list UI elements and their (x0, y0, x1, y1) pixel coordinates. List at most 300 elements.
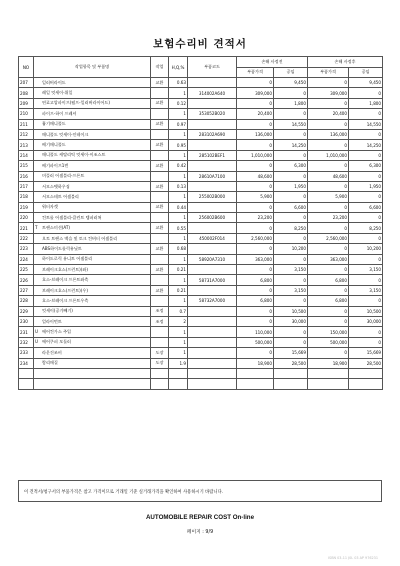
row-work-type (151, 327, 169, 337)
row-category-prefix: U (35, 329, 38, 335)
row-work-type (151, 275, 169, 285)
row-labor-before: 0 (274, 233, 308, 243)
empty-cell (34, 368, 151, 378)
row-no: 223 (19, 244, 34, 254)
row-item-name (34, 140, 151, 150)
row-part-code (188, 327, 237, 337)
row-part-code: 283102A690 (188, 129, 237, 139)
row-part-price-after: 6,800 (308, 296, 349, 306)
row-work-type (151, 192, 169, 202)
empty-cell (188, 379, 237, 389)
row-hq: 1 (169, 275, 188, 285)
header-before-assessment: 손해 사정전 (237, 57, 308, 68)
row-no: 231 (19, 327, 34, 337)
row-item-name (34, 181, 151, 191)
header-part-price-before: 부품가격 (237, 67, 274, 78)
table-row (19, 150, 383, 160)
row-labor-after: 0 (349, 192, 383, 202)
row-part-price-after: 0 (308, 265, 349, 275)
row-work-type (151, 129, 169, 139)
row-hq: 1 (169, 348, 188, 358)
table-row (19, 275, 383, 285)
row-item-label: 컨트롤 어셈블리-클린트 템퍼러쳐 (42, 214, 102, 220)
row-no: 227 (19, 285, 34, 295)
row-part-price-before: 0 (237, 161, 274, 171)
empty-cell (274, 368, 308, 378)
row-part-price-before: 0 (237, 244, 274, 254)
row-work-type: 교환 (151, 119, 169, 129)
row-part-price-after: 0 (308, 223, 349, 233)
row-part-price-before: 0 (237, 119, 274, 129)
row-no: 216 (19, 171, 34, 181)
row-no: 221 (19, 223, 34, 233)
row-work-type (151, 337, 169, 347)
row-item-label: 라운건조비 (42, 349, 62, 355)
row-part-price-before: 110,000 (237, 327, 274, 337)
footer-title: AUTOMOBILE REPAIR COST On-line (145, 514, 255, 521)
empty-cell (188, 368, 237, 378)
row-item-name (34, 161, 151, 171)
row-work-type (151, 296, 169, 306)
row-part-price-after: 48,600 (308, 171, 349, 181)
row-part-price-after: 0 (308, 202, 349, 212)
row-item-label: 서모스탯하우징 (42, 183, 70, 189)
row-part-code (188, 285, 237, 295)
row-item-name (34, 109, 151, 119)
row-no: 234 (19, 358, 34, 368)
row-labor-before: 0 (274, 109, 308, 119)
row-labor-after: 0 (349, 129, 383, 139)
table-row (19, 140, 383, 150)
table-row (19, 98, 383, 108)
row-hq: 1 (169, 129, 188, 139)
row-no: 228 (19, 296, 34, 306)
row-labor-after: 0 (349, 254, 383, 264)
row-no: 222 (19, 233, 34, 243)
row-part-code (188, 316, 237, 326)
row-part-code: 58920A7310 (188, 254, 237, 264)
row-item-label: 에어쿠퍼 모듈러 (42, 339, 71, 345)
row-hq: 0.63 (169, 78, 188, 88)
row-part-price-before: 0 (237, 78, 274, 88)
row-labor-after: 1,950 (349, 181, 383, 191)
row-labor-before: 3,150 (274, 285, 308, 295)
table-row (19, 109, 383, 119)
table-row (19, 265, 383, 275)
row-item-name (34, 202, 151, 212)
row-item-name (34, 150, 151, 160)
disclaimer-note: 이 견적서/청구서의 부품가격은 참고 가격이므로 거래일 기준 실거래가격을 확인하여 사용하시기 바랍니다. (18, 480, 382, 502)
row-labor-before: 10,500 (274, 306, 308, 316)
row-part-price-before: 136,000 (237, 129, 274, 139)
row-item-name (34, 223, 151, 233)
row-labor-before: 1,800 (274, 98, 308, 108)
row-no: 207 (19, 78, 34, 88)
row-part-price-before: 6,800 (237, 296, 274, 306)
row-item-label: 매니폴드 캐탈리틱 엇세이-이조스트 (42, 152, 106, 158)
row-item-label: 연료고압파이프(펌프-일러버라이어드) (42, 100, 110, 106)
row-labor-after: 0 (349, 171, 383, 181)
row-labor-after: 15,669 (349, 348, 383, 358)
header-hq: H,Q,% (169, 57, 188, 78)
empty-cell (19, 379, 34, 389)
table-row (19, 233, 383, 243)
row-work-type: 교환 (151, 181, 169, 191)
table-row (19, 348, 383, 358)
header-part-price-after: 부품가격 (308, 67, 349, 78)
row-labor-after: 0 (349, 296, 383, 306)
row-item-label: 하이드로릭 유니트 어셈블리 (42, 256, 93, 262)
row-part-price-before: 5,900 (237, 192, 274, 202)
row-part-code (188, 223, 237, 233)
row-no: 209 (19, 98, 34, 108)
table-row (19, 244, 383, 254)
row-item-label: 매니폴드 엇세이-인테이크 (42, 131, 89, 137)
row-part-price-after: 0 (308, 181, 349, 191)
row-part-price-after: 18,900 (308, 358, 349, 368)
row-no: 218 (19, 192, 34, 202)
row-work-type (151, 233, 169, 243)
row-item-label: 브레이크호스(프런트)(좌) (42, 266, 88, 272)
row-part-code (188, 140, 237, 150)
row-labor-after: 1,800 (349, 98, 383, 108)
row-labor-after: 14,250 (349, 140, 383, 150)
row-item-name (34, 88, 151, 98)
row-category-prefix: U (35, 339, 38, 345)
row-part-price-after: 0 (308, 119, 349, 129)
row-item-name (34, 265, 151, 275)
row-labor-before: 8,250 (274, 223, 308, 233)
table-row (19, 119, 383, 129)
header-labor-after: 공임 (349, 67, 383, 78)
row-item-label: 호스-브레이크 프론트좌측 (42, 277, 89, 283)
row-labor-before: 0 (274, 337, 308, 347)
row-part-code (188, 358, 237, 368)
row-part-price-after: 6,800 (308, 275, 349, 285)
row-part-price-before: 0 (237, 316, 274, 326)
row-item-name (34, 254, 151, 264)
row-part-price-before: 0 (237, 98, 274, 108)
row-work-type: 교환 (151, 202, 169, 212)
row-item-label: 레일 엇세이-위일 (42, 90, 73, 96)
row-work-type (151, 254, 169, 264)
row-item-name (34, 285, 151, 295)
row-labor-after: 0 (349, 327, 383, 337)
table-body (19, 78, 383, 390)
row-labor-before: 0 (274, 88, 308, 98)
row-part-price-before: 6,800 (237, 275, 274, 285)
row-part-price-after: 0 (308, 140, 349, 150)
empty-cell (308, 379, 349, 389)
row-no: 213 (19, 140, 34, 150)
row-labor-after: 10,500 (349, 306, 383, 316)
row-item-label: 브레이크호스(프런트)(우) (42, 287, 88, 293)
row-item-name (34, 171, 151, 181)
empty-cell (169, 379, 188, 389)
row-part-price-before: 0 (237, 306, 274, 316)
row-labor-after: 8,250 (349, 223, 383, 233)
empty-cell (237, 379, 274, 389)
row-labor-before: 6,300 (274, 161, 308, 171)
row-part-code: 256002B600 (188, 213, 237, 223)
table-row (19, 192, 383, 202)
table-row (19, 285, 383, 295)
table-row (19, 88, 383, 98)
row-work-type (151, 150, 169, 160)
row-part-price-before: 0 (237, 202, 274, 212)
row-labor-before: 0 (274, 275, 308, 285)
row-no: 219 (19, 202, 34, 212)
row-hq: 0.97 (169, 119, 188, 129)
row-hq: 1 (169, 88, 188, 98)
table-row (19, 337, 383, 347)
row-hq: 1 (169, 337, 188, 347)
row-no: 217 (19, 181, 34, 191)
row-labor-before: 6,600 (274, 202, 308, 212)
row-hq: 1 (169, 296, 188, 306)
row-labor-before: 3,150 (274, 265, 308, 275)
row-item-label: ABS하이드롤릭유닛트 (42, 245, 82, 251)
row-no: 224 (19, 254, 34, 264)
row-work-type: 교환 (151, 98, 169, 108)
row-item-label: 머플러 어셈블리-프론트 (42, 173, 85, 179)
row-work-type: 교환 (151, 285, 169, 295)
row-labor-after: 3,150 (349, 265, 383, 275)
row-labor-before: 0 (274, 129, 308, 139)
row-labor-after: 10,200 (349, 244, 383, 254)
row-no: 208 (19, 88, 34, 98)
row-item-name (34, 78, 151, 88)
empty-row (19, 368, 383, 378)
row-labor-after: 0 (349, 233, 383, 243)
row-no: 229 (19, 306, 34, 316)
empty-cell (151, 379, 169, 389)
row-work-type: 교환 (151, 161, 169, 171)
row-part-code: 450002F014 (188, 233, 237, 243)
row-no: 225 (19, 265, 34, 275)
row-labor-before: 10,200 (274, 244, 308, 254)
row-no: 226 (19, 275, 34, 285)
row-no: 220 (19, 213, 34, 223)
table-row (19, 129, 383, 139)
row-labor-before: 0 (274, 192, 308, 202)
row-part-price-before: 1,010,000 (237, 150, 274, 160)
row-labor-after: 0 (349, 337, 383, 347)
table-row (19, 327, 383, 337)
row-item-name (34, 129, 151, 139)
row-part-price-after: 0 (308, 78, 349, 88)
row-part-code: 353052B020 (188, 109, 237, 119)
row-part-price-before: 18,900 (237, 358, 274, 368)
row-labor-before: 1,950 (274, 181, 308, 191)
row-hq: 1 (169, 150, 188, 160)
row-part-price-after: 23,200 (308, 213, 349, 223)
table-row (19, 171, 383, 181)
row-labor-before: 0 (274, 254, 308, 264)
row-item-name (34, 316, 151, 326)
header-after-assessment: 손해 사정후 (308, 57, 383, 68)
row-hq: 1 (169, 192, 188, 202)
row-no: 214 (19, 150, 34, 160)
table-row (19, 213, 383, 223)
empty-cell (308, 368, 349, 378)
row-labor-before: 30,000 (274, 316, 308, 326)
row-labor-after: 0 (349, 88, 383, 98)
row-labor-after: 9,450 (349, 78, 383, 88)
row-hq: 1 (169, 233, 188, 243)
row-part-code (188, 265, 237, 275)
row-work-type: 교환 (151, 78, 169, 88)
row-labor-after: 14,550 (349, 119, 383, 129)
row-no: 233 (19, 348, 34, 358)
row-labor-after: 3,150 (349, 285, 383, 295)
row-work-type: 교환 (151, 223, 169, 233)
row-part-price-after: 2,560,000 (308, 233, 349, 243)
empty-cell (349, 379, 383, 389)
row-part-price-after: 500,000 (308, 337, 349, 347)
empty-cell (169, 368, 188, 378)
empty-cell (19, 368, 34, 378)
row-work-type (151, 213, 169, 223)
empty-row (19, 379, 383, 389)
row-labor-after: 6,300 (349, 161, 383, 171)
row-hq: 0.42 (169, 161, 188, 171)
row-hq: 0.55 (169, 223, 188, 233)
row-labor-after: 0 (349, 275, 383, 285)
empty-cell (34, 379, 151, 389)
row-part-price-before: 2,560,000 (237, 233, 274, 243)
row-labor-after: 0 (349, 150, 383, 160)
row-part-price-before: 0 (237, 223, 274, 233)
row-item-name (34, 348, 151, 358)
row-part-price-after: 0 (308, 98, 349, 108)
row-hq: 2 (169, 316, 188, 326)
row-part-code (188, 337, 237, 347)
row-item-label: 오토 트랜스 액슬 및 토크 컨버터 어셈블리 (42, 235, 118, 241)
row-item-name (34, 306, 151, 316)
row-labor-before: 0 (274, 213, 308, 223)
table-header (19, 57, 383, 78)
row-hq: 0.12 (169, 98, 188, 108)
row-item-name (34, 192, 151, 202)
row-part-code (188, 244, 237, 254)
row-hq: 1 (169, 109, 188, 119)
table-row (19, 202, 383, 212)
row-item-name (34, 119, 151, 129)
row-item-label: 배기파이프1번 (42, 162, 69, 168)
empty-cell (274, 379, 308, 389)
table-row (19, 358, 383, 368)
row-part-code (188, 306, 237, 316)
row-part-price-before: 0 (237, 140, 274, 150)
row-part-price-before: 48,600 (237, 171, 274, 181)
row-part-code (188, 119, 237, 129)
row-hq: 1 (169, 171, 188, 181)
row-hq: 1 (169, 213, 188, 223)
row-part-price-after: 150,000 (308, 327, 349, 337)
row-labor-before: 28,500 (274, 358, 308, 368)
row-no: 230 (19, 316, 34, 326)
row-part-price-before: 0 (237, 285, 274, 295)
document-stamp: ISBN 03-11 J0L 03 AP 976231 (328, 556, 378, 560)
row-no: 232 (19, 337, 34, 347)
row-item-label: 흡기매니폴드 (42, 121, 66, 127)
row-part-code (188, 181, 237, 191)
row-hq: 1.9 (169, 358, 188, 368)
row-part-price-before: 309,000 (237, 88, 274, 98)
row-hq: 0.68 (169, 244, 188, 254)
row-work-type: 조정 (151, 306, 169, 316)
row-item-label: 람리매질 (42, 360, 58, 366)
row-item-name (34, 213, 151, 223)
row-hq: 0.21 (169, 265, 188, 275)
row-work-type: 조정 (151, 316, 169, 326)
row-part-code: 255002B000 (188, 192, 237, 202)
row-hq: 0.44 (169, 202, 188, 212)
row-work-type: 교환 (151, 140, 169, 150)
row-work-type: 교환 (151, 244, 169, 254)
row-work-type (151, 109, 169, 119)
row-hq: 0.21 (169, 285, 188, 295)
row-item-name (34, 358, 151, 368)
header-item: 작업항목 및 부품명 (34, 57, 151, 78)
table-row (19, 316, 383, 326)
row-part-price-before: 500,000 (237, 337, 274, 347)
row-category-prefix: T (35, 225, 38, 231)
row-work-type: 도장 (151, 348, 169, 358)
row-labor-before: 0 (274, 150, 308, 160)
row-item-label: 호스-브레이크 프론트우측 (42, 297, 89, 303)
row-item-label: 워터자켓 (42, 204, 58, 210)
row-part-price-after: 0 (308, 285, 349, 295)
row-work-type: 도장 (151, 358, 169, 368)
row-part-price-before: 363,000 (237, 254, 274, 264)
row-item-label: 파이프-하이 프레셔 (42, 110, 77, 116)
row-no: 212 (19, 129, 34, 139)
row-work-type (151, 171, 169, 181)
row-labor-before: 14,550 (274, 119, 308, 129)
document-title: 보험수리비 견적서 (153, 38, 247, 50)
row-part-price-before: 20,400 (237, 109, 274, 119)
row-hq: 1 (169, 254, 188, 264)
row-labor-before: 0 (274, 171, 308, 181)
row-part-price-after: 0 (308, 348, 349, 358)
row-no: 211 (19, 119, 34, 129)
header-labor-before: 공임 (274, 67, 308, 78)
header-work: 작업 (151, 57, 169, 78)
row-item-label: 에어컨가스 주입 (42, 329, 71, 335)
row-part-price-before: 0 (237, 348, 274, 358)
row-item-label: 트랜스미션(AT) (42, 225, 70, 231)
empty-cell (349, 368, 383, 378)
row-item-name (34, 296, 151, 306)
row-part-price-after: 5,900 (308, 192, 349, 202)
row-no: 210 (19, 109, 34, 119)
row-hq: 0.13 (169, 181, 188, 191)
row-item-label: 엇세이(공기빼기) (42, 308, 73, 314)
row-labor-after: 28,500 (349, 358, 383, 368)
row-item-name (34, 327, 151, 337)
row-item-name (34, 337, 151, 347)
row-part-price-after: 0 (308, 161, 349, 171)
row-part-price-after: 0 (308, 244, 349, 254)
row-part-price-after: 363,000 (308, 254, 349, 264)
row-part-price-before: 0 (237, 265, 274, 275)
row-labor-after: 6,600 (349, 202, 383, 212)
row-part-code: 28610A7100 (188, 171, 237, 181)
row-item-name (34, 233, 151, 243)
row-part-code (188, 78, 237, 88)
